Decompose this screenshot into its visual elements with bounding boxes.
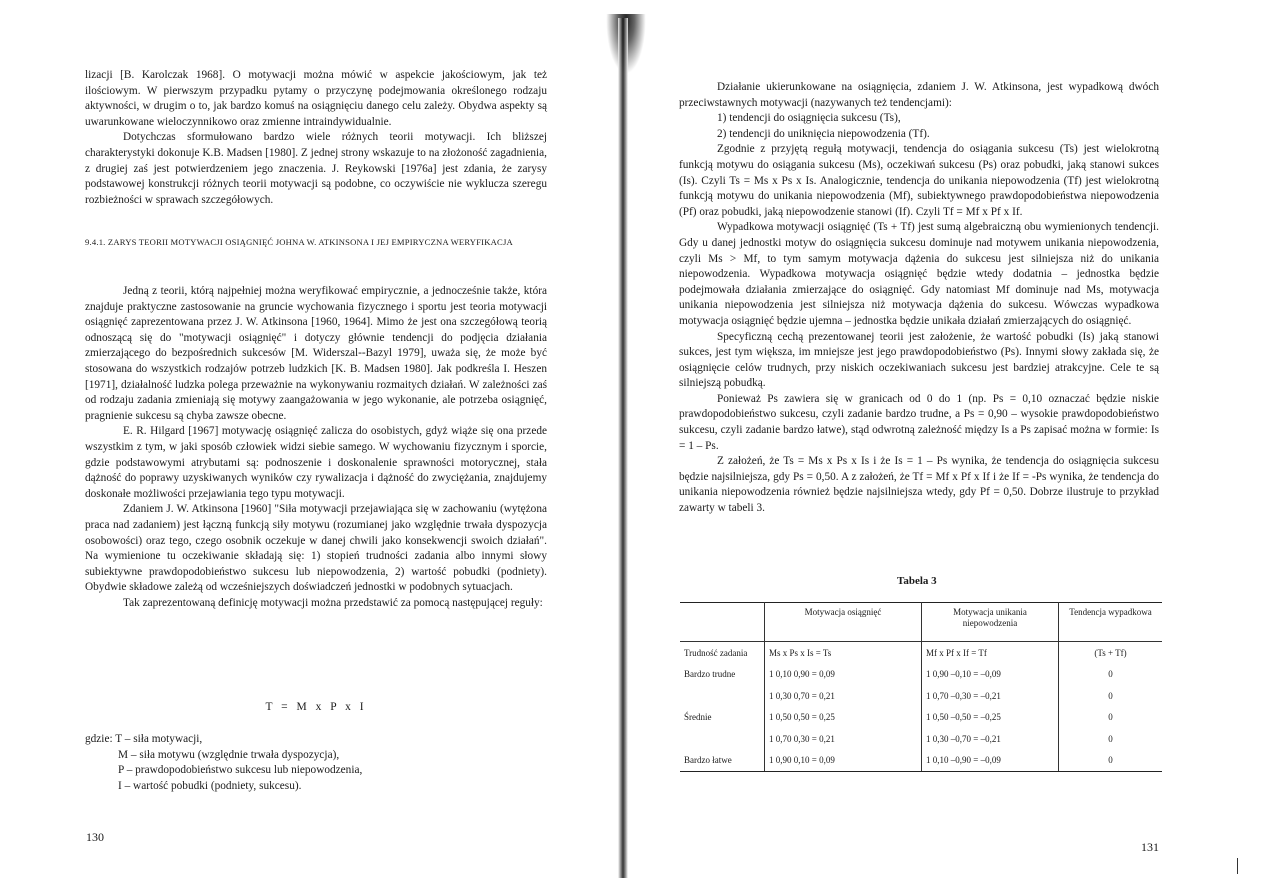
table-cell: 1 0,50 –0,50 = –0,25 — [922, 707, 1059, 729]
table-cell: 1 0,70 –0,30 = –0,21 — [922, 685, 1059, 707]
right-list-item: 1) tendencji do osiągnięcia sukcesu (Ts), — [717, 112, 901, 125]
left-paragraph-2: Dotychczas sformułowano bardzo wiele różnych teorii motywacji. Ich bliższej charakterystyki dokonuje K.B. Madsen [1980]. Z jednej strony wskazuje to na złożoność zagadnienia, z drugiej zaś jest potwierdzeniem jego znaczenia. J. Reykowski [1976a] jest zdania, że zarysy podstawowej konstrukcji różnych teorii motywacji są podobne, co oczywiście nie wyklucza szeregu rozbieżności w sprawach szczegółowych. — [85, 131, 547, 206]
formula-legend-item: I – wartość pobudki (podniety, sukcesu). — [118, 779, 302, 792]
table-row — [680, 728, 1162, 750]
right-list-item: 2) tendencji do uniknięcia niepowodzenia (Tf). — [717, 127, 930, 140]
table-cell: 1 0,50 0,50 = 0,25 — [765, 707, 922, 729]
motivation-formula: T = M x P x I — [265, 701, 367, 713]
right-paragraph-3: Wypadkowa motywacji osiągnięć (Ts + Tf) jest sumą algebraiczną obu wymienionych tendencji. Gdy u danej jednostki motyw do osiągnięcia sukcesu dominuje nad motywem unikania niepowodzenia, czyli Ms > Mf, to tym samym motywacja dążenia do sukcesu jest silniejsza niż do unikania niepowodzenia. Wypadkowa motywacja osiągnięć będzie wtedy dodatnia – jednostka będzie podejmowała działania zmierzające do osiągnięć. Gdy natomiast Mf dominuje nad Ms, motywacja unikania niepowodzenia jest silniejsza niż motywacja dążenia do sukcesu. Wówczas wypadkowa motywacja osiągnięć będzie ujemna – jednostka będzie unikała działań zmierzających do osiągnięć. — [679, 221, 1159, 327]
left-column — [85, 68, 547, 208]
table-cell: 1 0,10 –0,90 = –0,09 — [922, 750, 1059, 772]
right-paragraph-2: Zgodnie z przyjętą regułą motywacji, tendencja do osiągania sukcesu (Ts) jest wielokrotną funkcją motywu do osiągania sukcesu (Ms), oczekiwań sukcesu (Ps) oraz pobudki, jaką stanowi sukces (Is). Czyli Ts = Ms x Ps x Is. Analogicznie, tendencja do unikania niepowodzenia (Tf) jest wielokrotną funkcją motywu do unikania niepowodzenia (Mf), subiektywnego prawdopodobieństwa niepowodzenia (Pf) oraz pobudki, jaką niepowodzenie stanowi (If). Czyli Tf = Mf x Pf x If. — [679, 143, 1159, 218]
formula-legend-label: gdzie: T – siła motywacji, — [85, 733, 203, 745]
left-page — [0, 0, 620, 893]
right-column — [679, 80, 1159, 517]
left-paragraph-6: Tak zaprezentowaną definicję motywacji można przedstawić za pomocą następującej reguły: — [123, 596, 543, 609]
table-cell: 1 0,90 –0,10 = –0,09 — [922, 664, 1059, 686]
table-header-row — [680, 603, 1162, 642]
scan-edge-mark — [1237, 858, 1238, 874]
right-page — [632, 0, 1263, 893]
table-cell: 0 — [1108, 690, 1113, 701]
section-title: 9.4.1. ZARYS TEORII MOTYWACJI OSIĄGNIĘĆ JOHNA W. ATKINSONA I JEJ EMPIRYCZNA WERYFIKACJA — [85, 237, 513, 247]
table-cell: 1 0,30 0,70 = 0,21 — [765, 685, 922, 707]
left-paragraph-5: Zdaniem J. W. Atkinsona [1960] "Siła motywacji przejawiająca się w zachowaniu (wytężona praca nad zadaniem) jest łączną funkcją siły motywu (rozumianej jako względnie trwała dyspozycja osobowości) oraz tego, czego osobnik oczekuje w danej chwili jako konsekwencji swoich działań". Na wymienione tu oczekiwanie składają się: 1) stopień trudności zadania albo innymi słowy subiektywne prawdopodobieństwo sukcesu lub niepowodzenia, 2) wartość pobudki (podniety). Obydwie składowe zależą od wcześniejszych doświadczeń jednostki w podobnych sytuacjach. — [85, 503, 547, 594]
left-paragraph-4: E. R. Hilgard [1967] motywację osiągnięć zalicza do osobistych, gdyż wiąże się ona przede wszystkim z tym, w jaki sposób człowiek widzi siebie samego. W wychowaniu fizycznym i sporcie, gdzie podstawowymi atrybutami są: podnoszenie i doskonalenie sprawności motorycznej, stała dążność do poprawy uzyskiwanych wyników czy rywalizacja i dążność do zwyciężania, znajdujemy doskonałe możliwości przejawiania tego typu motywacji. — [85, 425, 547, 500]
page-number-right: 131 — [1141, 840, 1159, 854]
table-cell: Bardzo trudne — [680, 664, 765, 686]
table-cell: Mf x Pf x If = Tf — [922, 642, 1059, 664]
table-cell: 0 — [1108, 669, 1113, 680]
table-subheader-row — [680, 642, 1162, 664]
formula-legend-item: M – siła motywu (względnie trwała dyspozycja), — [118, 748, 340, 761]
table-cell — [680, 685, 765, 707]
table-header-cell: Tendencja wypadkowa — [1069, 607, 1152, 617]
table-cell: 1 0,10 0,90 = 0,09 — [765, 664, 922, 686]
section-heading-block — [85, 236, 555, 248]
table-row — [680, 707, 1162, 729]
formula-legend — [85, 732, 547, 794]
left-column-body — [85, 284, 547, 611]
formula-block — [85, 700, 547, 716]
table-cell: 0 — [1108, 712, 1113, 723]
table-cell: 0 — [1108, 733, 1113, 744]
left-paragraph-3: Jedną z teorii, którą najpełniej można weryfikować empirycznie, a jednocześnie także, która znajduje praktyczne zastosowanie na gruncie wychowania fizycznego i sportu jest teoria motywacji osiągnięć zaprezentowana przez J. W. Atkinsona [1960, 1964]. Mimo że jest ona szczegółową teorią odnoszącą się do "motywacji osiągnięć" i dotyczy głównie tendencji do podjęcia działania zmierzającego do bezpośrednich sukcesów [M. Widerszal--Bazyl 1979], uważa się, że może być stosowana do wszystkich rodzajów potrzeb ludzkich [K. B. Madsen 1980]. Jak podkreśla I. Heszen [1971], działalność ludzka polega przeważnie na wykonywaniu rozmaitych działań. W zależności zaś od rodzaju zadania zmieniają się motywy zaangażowania w jego wykonanie, ale potrzeba osiągnięć, pragnienie sukcesu są chyba zawsze obecne. — [85, 285, 547, 422]
page-number-left: 130 — [86, 830, 104, 844]
table-cell: 0 — [1059, 750, 1163, 772]
table-cell: Ms x Ps x Is = Ts — [765, 642, 922, 664]
table-cell: Trudność zadania — [680, 642, 765, 664]
table-cell: 1 0,90 0,10 = 0,09 — [765, 750, 922, 772]
right-paragraph-6: Z założeń, że Ts = Ms x Ps x Is i że Is = 1 – Ps wynika, że tendencja do osiągnięcia sukcesu będzie najsilniejsza, gdy Ps = 0,50. A z założeń, że Tf = Mf x Pf x If i że If = -Ps wynika, że tendencja do unikania niepowodzenia również będzie najsilniejsza wtedy, gdy Pf = 0,50. Dobrze ilustruje to przykład zawarty w tabeli 3. — [679, 455, 1159, 515]
table-row — [680, 685, 1162, 707]
left-paragraph-1: lizacji [B. Karolczak 1968]. O motywacji można mówić w aspekcie jakościowym, jak też ilościowym. W pierwszym przypadku pytamy o przyczynę podejmowania określonego rodzaju aktywności, w drugim o to, jak bardzo komuś na osiągnięciu danego celu zależy. Obydwa aspekty są uwarunkowane wieloczynnikowo oraz zmienne intraindywidualnie. — [85, 69, 547, 128]
table-cell: Bardzo łatwe — [680, 750, 765, 772]
table-title: Tabela 3 — [897, 575, 937, 587]
right-paragraph-1: Działanie ukierunkowane na osiągnięcia, zdaniem J. W. Atkinsona, jest wypadkową dwóch przeciwstawnych motywacji (nazywanych też tendencjami): — [679, 81, 1159, 109]
table-row — [680, 664, 1162, 686]
table-cell: 1 0,30 –0,70 = –0,21 — [922, 728, 1059, 750]
table-header-cell — [680, 603, 765, 642]
table-cell: Średnie — [680, 707, 765, 729]
right-paragraph-5: Ponieważ Ps zawiera się w granicach od 0 do 1 (np. Ps = 0,10 oznaczać będzie niskie prawdopodobieństwo sukcesu, czyli zadanie bardzo trudne, a Ps = 0,90 – wysokie prawdopodobieństwo sukcesu, czyli zadanie bardzo łatwe), stąd odwrotną zależność między Is a Ps zapisać można w formie: Is = 1 – Ps. — [679, 392, 1159, 452]
table-cell — [680, 728, 765, 750]
table-cell: (Ts + Tf) — [1059, 642, 1163, 664]
data-table — [680, 602, 1162, 772]
table-cell: 1 0,70 0,30 = 0,21 — [765, 728, 922, 750]
table-header-cell: Motywacja osiągnięć — [765, 603, 922, 642]
table-header-cell: Motywacja unikania niepowodzenia — [922, 603, 1059, 642]
formula-legend-item: P – prawdopodobieństwo sukcesu lub niepowodzenia, — [118, 764, 363, 777]
right-paragraph-4: Specyficzną cechą prezentowanej teorii jest założenie, że wartość pobudki (Is) jaką stanowi sukces, jest tym większa, im mniejsze jest jego prawdopodobieństwo (Ps). Innymi słowy zakłada się, że osiągnięcie celów trudnych, przy niskich oczekiwaniach sukcesu jest bardziej atrakcyjne. Cele te są silniejszą pobudką. — [679, 330, 1159, 390]
table-row — [680, 750, 1162, 772]
